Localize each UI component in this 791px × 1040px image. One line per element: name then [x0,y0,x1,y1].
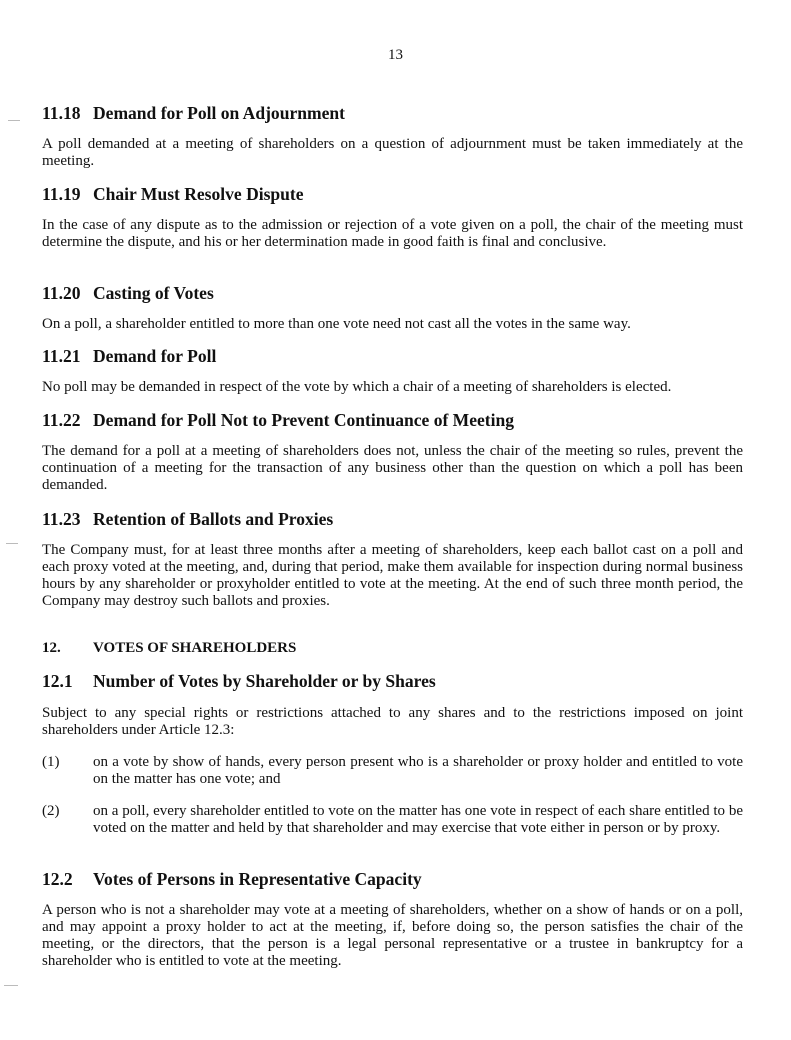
section-body-11-22: The demand for a poll at a meeting of shareholders does not, unless the chair of the meeting so rules, prevent the continuation of a meeting for the transaction of any business other than the question on which a poll has been demanded. [42,443,743,493]
section-number: 12.2 [42,869,73,889]
section-heading-12-1 [42,673,436,690]
article-title: VOTES OF SHAREHOLDERS [93,640,297,656]
section-title: Demand for Poll [93,346,217,366]
section-heading-11-21 [42,348,216,365]
list-item-label: (1) [42,754,60,770]
section-heading-11-22 [42,412,514,429]
list-item-text: on a vote by show of hands, every person present who is a shareholder or proxy holder and entitled to vote on the matter has one vote; and [93,754,743,787]
section-title: Chair Must Resolve Dispute [93,184,304,204]
section-title: Casting of Votes [93,283,214,303]
section-body-12-2: A person who is not a shareholder may vote at a meeting of shareholders, whether on a show of hands or on a poll, and may appoint a proxy holder to act at the meeting, if, before doing so, the person satisfies the chair of the meeting, or the directors, that the person is a legal personal representative or a trustee in bankruptcy for a shareholder who is entitled to vote at the meeting. [42,902,743,969]
section-body-11-23: The Company must, for at least three months after a meeting of shareholders, keep each ballot cast on a poll and each proxy voted at the meeting, and, during that period, make them available for inspection during normal business hours by any shareholder or proxyholder entitled to vote at the meeting. At the end of such three month period, the Company may destroy such ballots and proxies. [42,542,743,609]
section-number: 11.20 [42,283,81,303]
scan-artifact [4,985,18,986]
section-number: 11.22 [42,410,81,430]
section-body-11-18: A poll demanded at a meeting of shareholders on a question of adjournment must be taken immediately at the meeting. [42,136,743,169]
section-title: Demand for Poll on Adjournment [93,103,345,123]
section-title: Votes of Persons in Representative Capacity [93,869,422,889]
section-body-11-19: In the case of any dispute as to the admission or rejection of a vote given on a poll, the chair of the meeting must determine the dispute, and his or her determination made in good faith is final and conclusive. [42,217,743,250]
section-heading-11-20 [42,285,214,302]
section-number: 12.1 [42,671,73,691]
section-body-11-20: On a poll, a shareholder entitled to more than one vote need not cast all the votes in the same way. [42,316,631,332]
section-title: Demand for Poll Not to Prevent Continuance of Meeting [93,410,515,430]
section-heading-11-19 [42,186,304,203]
page-number: 13 [388,47,403,63]
section-title: Number of Votes by Shareholder or by Shares [93,671,436,691]
list-item-label: (2) [42,803,60,819]
section-number: 11.23 [42,509,81,529]
scan-artifact [6,543,18,544]
section-title: Retention of Ballots and Proxies [93,509,334,529]
section-number: 11.19 [42,184,81,204]
article-number: 12. [42,640,61,656]
scan-artifact [8,120,20,121]
article-heading-12 [42,640,296,657]
section-number: 11.21 [42,346,81,366]
section-number: 11.18 [42,103,81,123]
section-body-11-21: No poll may be demanded in respect of the vote by which a chair of a meeting of shareholders is elected. [42,379,672,395]
section-heading-11-18 [42,105,345,122]
list-item-text: on a poll, every shareholder entitled to vote on the matter has one vote in respect of each share entitled to be voted on the matter and held by that shareholder and may exercise that vote either in person or by proxy. [93,803,743,836]
section-body-12-1: Subject to any special rights or restrictions attached to any shares and to the restrictions imposed on joint shareholders under Article 12.3: [42,705,743,738]
section-heading-12-2 [42,871,422,888]
section-heading-11-23 [42,511,333,528]
